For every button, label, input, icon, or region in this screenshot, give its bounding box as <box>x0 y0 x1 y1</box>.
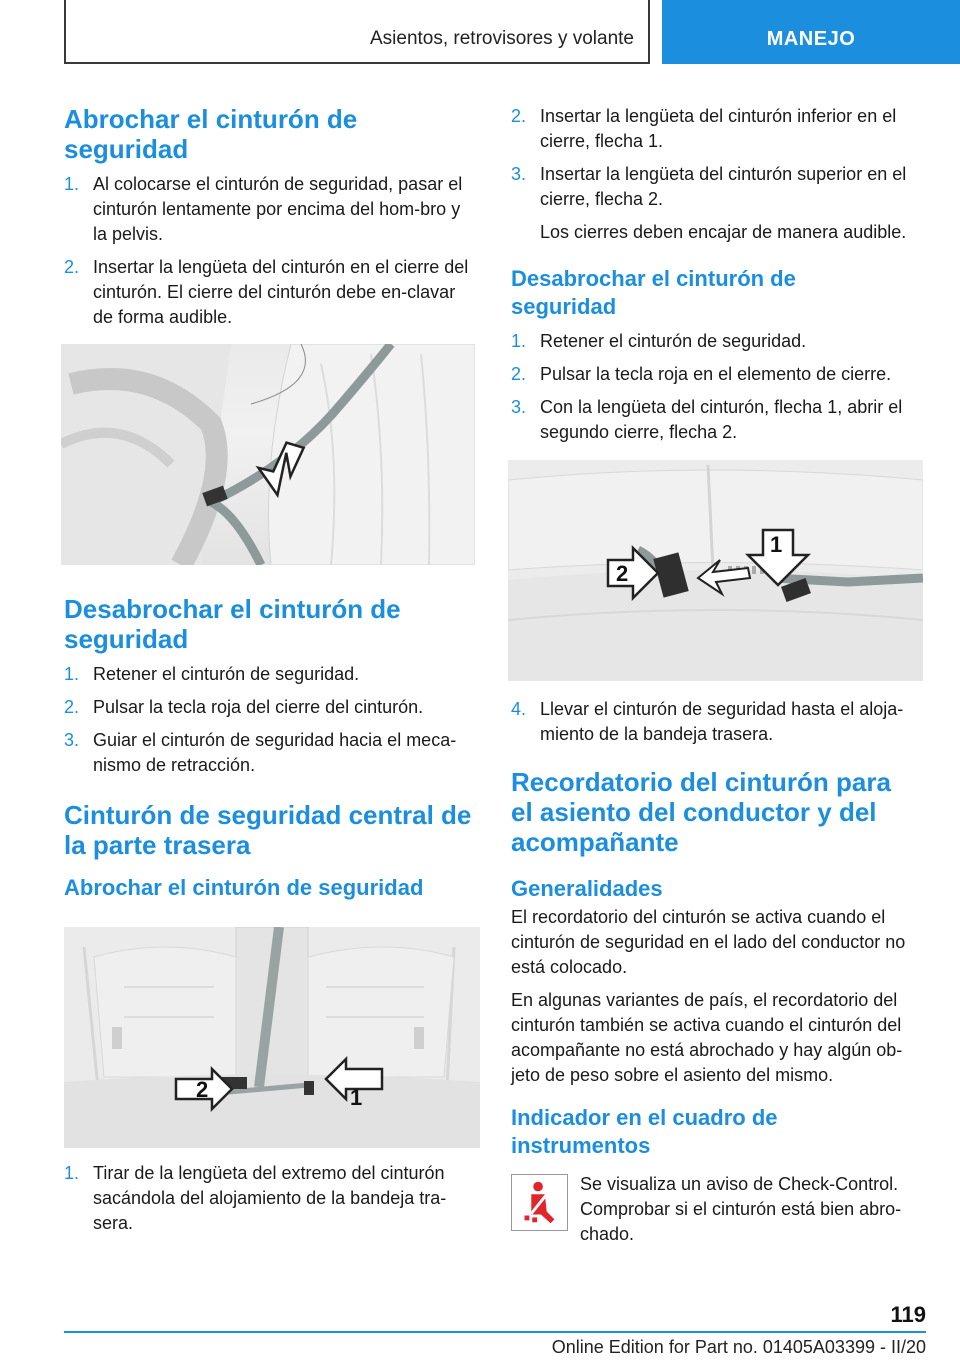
step-text: Insertar la lengüeta del cinturón en el cierre del cinturón. El cierre del cinturón debe en‐clavar de forma audible. <box>93 257 469 327</box>
step-text: Insertar la lengüeta del cinturón inferior en el cierre, flecha 1. <box>540 106 897 151</box>
page-number: 119 <box>890 1302 926 1327</box>
right-column <box>511 104 926 1244</box>
step-number: 3. <box>64 730 80 750</box>
footer-divider <box>64 1331 926 1333</box>
list-item <box>511 329 926 354</box>
step-number: 1. <box>64 664 80 684</box>
step-number: 2. <box>64 257 80 277</box>
rear-buckle-drawing <box>508 460 923 681</box>
step-number: 3. <box>511 397 527 417</box>
edition-info: Online Edition for Part no. 01405A03399 - II/20 <box>551 1337 926 1357</box>
subsection-title-general: Generalidades <box>511 876 663 901</box>
unfasten-steps <box>64 662 476 778</box>
section-title-unfasten: Desabrochar el cinturón de seguridad <box>64 594 401 654</box>
section-title-fasten: Abrochar el cinturón de seguridad <box>64 104 358 164</box>
rear-fasten-steps <box>64 1161 476 1236</box>
left-column <box>64 104 476 1233</box>
list-item <box>511 395 926 445</box>
arrow-label-1: 1 <box>770 532 783 557</box>
subsection-title-rear-fasten: Abrochar el cinturón de seguridad <box>64 875 424 900</box>
list-item <box>511 162 926 212</box>
header-chapter-tab <box>662 0 960 64</box>
list-item <box>64 662 476 687</box>
front-seat-belt-illustration <box>61 344 475 565</box>
list-item <box>64 255 476 330</box>
rear-fasten-steps-continued <box>511 104 926 212</box>
step-number: 2. <box>511 364 527 384</box>
header-section-title: Asientos, retrovisores y volante <box>369 28 634 49</box>
step-text: Llevar el cinturón de seguridad hasta el aloja‐miento de la bandeja trasera. <box>540 699 904 744</box>
arrow-label-2: 2 <box>196 1077 209 1102</box>
step-text: Con la lengüeta del cinturón, flecha 1, abrir el segundo cierre, flecha 2. <box>540 397 903 442</box>
step-text: Pulsar la tecla roja del cierre del cinturón. <box>93 697 424 717</box>
check-control-text: Se visualiza un aviso de Check-Control. Comprobar si el cinturón está bien abro‐chado. <box>580 1174 902 1244</box>
list-item <box>64 172 476 247</box>
reminder-paragraph-2: En algunas variantes de país, el recordatorio del cinturón también se activa cuando el cinturón del acompañante no está abrochado y hay algún ob‐jeto de peso sobre el asiento del mismo. <box>511 990 903 1085</box>
step-number: 2. <box>64 697 80 717</box>
list-item <box>511 697 926 747</box>
step-number: 1. <box>64 1163 80 1183</box>
step-text: Guiar el cinturón de seguridad hacia el meca‐nismo de retracción. <box>93 730 457 775</box>
step-number: 2. <box>511 106 527 126</box>
arrow-label-2: 2 <box>616 561 629 586</box>
header-section-box <box>64 0 650 64</box>
subsection-title-instrument-cluster: Indicador en el cuadro de instrumentos <box>511 1105 778 1158</box>
rear-unfasten-steps <box>511 329 926 445</box>
step-text: Tirar de la lengüeta del extremo del cinturón sacándola del alojamiento de la bandeja tra‐sera. <box>93 1163 447 1233</box>
reminder-paragraph-1: El recordatorio del cinturón se activa cuando el cinturón de seguridad en el lado del conductor no está colocado. <box>511 907 906 977</box>
audible-note: Los cierres deben encajar de manera audible. <box>540 222 907 242</box>
check-control-notice <box>511 1172 926 1247</box>
step-number: 1. <box>64 174 80 194</box>
fasten-steps <box>64 172 476 330</box>
front-seat-drawing <box>61 344 475 565</box>
list-item <box>511 104 926 154</box>
list-item <box>64 695 476 720</box>
step-number: 4. <box>511 699 527 719</box>
rear-seat-drawing <box>64 927 480 1148</box>
step-text: Pulsar la tecla roja en el elemento de cierre. <box>540 364 892 384</box>
arrow-label-1: 1 <box>350 1085 363 1110</box>
list-item <box>64 728 476 778</box>
step-number: 3. <box>511 164 527 184</box>
step-text: Retener el cinturón de seguridad. <box>93 664 360 684</box>
seatbelt-warning-glyph <box>512 1175 567 1230</box>
rear-unfasten-illustration <box>508 460 923 681</box>
step-number: 1. <box>511 331 527 351</box>
step-text: Retener el cinturón de seguridad. <box>540 331 807 351</box>
section-title-belt-reminder: Recordatorio del cinturón para el asiento del conductor y del acompañante <box>511 767 891 857</box>
step-text: Al colocarse el cinturón de seguridad, pasar el cinturón lentamente por encima del hom‐bro y la pelvis. <box>93 174 463 244</box>
step-text: Insertar la lengüeta del cinturón superior en el cierre, flecha 2. <box>540 164 907 209</box>
rear-unfasten-steps-continued <box>511 697 926 747</box>
seatbelt-warning-icon <box>511 1174 568 1231</box>
list-item <box>64 1161 476 1236</box>
list-item <box>511 362 926 387</box>
section-title-rear-center-belt: Cinturón de seguridad central de la parte trasera <box>64 800 472 860</box>
rear-center-belt-illustration <box>64 927 480 1148</box>
section-title-rear-unfasten: Desabrochar el cinturón de seguridad <box>511 266 796 319</box>
header-chapter-title: MANEJO <box>766 28 856 50</box>
